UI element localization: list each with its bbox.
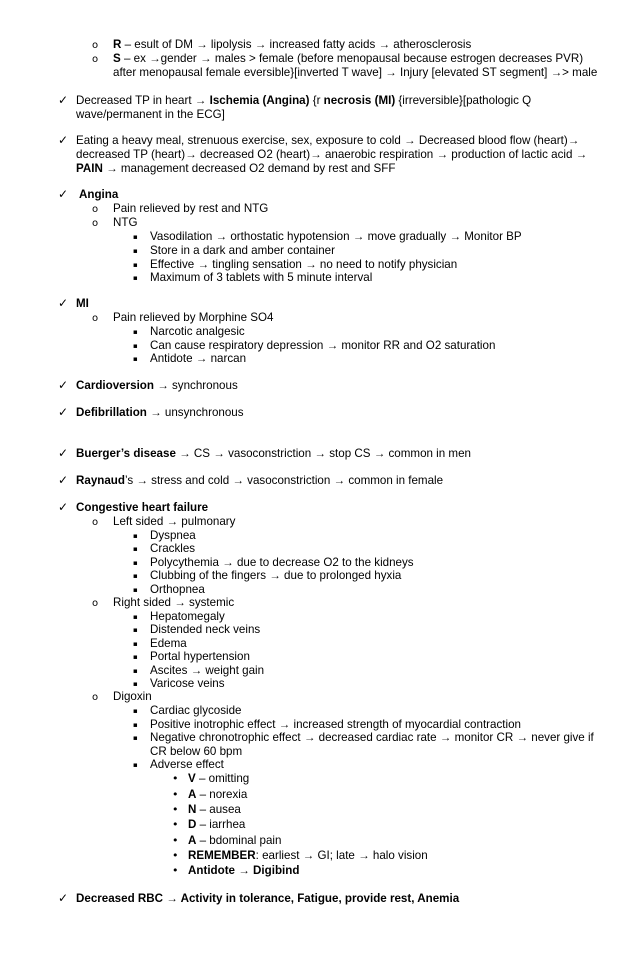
checkmark-icon: ✓: [58, 93, 69, 107]
checkmark-icon: ✓: [58, 405, 69, 419]
square-bullet-icon: ▪: [133, 586, 138, 594]
square-bullet-icon: ▪: [133, 545, 138, 553]
list-item: Defibrillation → unsynchronous: [76, 406, 244, 419]
square-bullet-icon: ▪: [133, 572, 138, 580]
checkmark-icon: ✓: [58, 296, 69, 310]
list-item: Pain relieved by Morphine SO4: [113, 311, 274, 324]
list-item: Cardioversion → synchronous: [76, 379, 238, 392]
list-item: A – norexia: [188, 788, 248, 801]
list-item: Varicose veins: [150, 677, 225, 690]
list-item: Right sided → systemic: [113, 596, 235, 609]
list-item: Store in a dark and amber container: [150, 244, 335, 257]
checkmark-icon: ✓: [58, 473, 69, 487]
list-item: Pain relieved by rest and NTG: [113, 202, 269, 215]
list-item: Can cause respiratory depression → monitor RR and O2 saturation: [150, 339, 496, 352]
square-bullet-icon: ▪: [133, 653, 138, 661]
circle-bullet-icon: o: [92, 517, 99, 528]
list-item-continued: decreased TP (heart)→ decreased O2 (heart)→ anaerobic respiration → production of lactic acid →: [76, 148, 588, 161]
list-item: Decreased RBC → Activity in tolerance, Fatigue, provide rest, Anemia: [76, 892, 460, 905]
list-item-continued: after menopausal female eversible}[inverted T wave] → Injury [elevated ST segment] →> male: [113, 66, 598, 79]
section-heading: MI: [76, 297, 89, 310]
list-item-continued: PAIN → management decreased O2 demand by rest and SFF: [76, 162, 396, 175]
bullet-icon: •: [172, 818, 179, 831]
square-bullet-icon: ▪: [133, 680, 138, 688]
bullet-icon: •: [172, 803, 179, 816]
bullet-icon: •: [172, 849, 179, 862]
list-item: Edema: [150, 637, 187, 650]
square-bullet-icon: ▪: [133, 626, 138, 634]
list-item: Clubbing of the fingers → due to prolonged hyxia: [150, 569, 402, 582]
circle-bullet-icon: o: [92, 204, 99, 215]
list-item: NTG: [113, 216, 138, 229]
list-item: REMEMBER: earliest → GI; late → halo vision: [188, 849, 428, 862]
square-bullet-icon: ▪: [133, 761, 138, 769]
square-bullet-icon: ▪: [133, 233, 138, 241]
checkmark-icon: ✓: [58, 187, 69, 201]
list-item: Ascites → weight gain: [150, 664, 265, 677]
square-bullet-icon: ▪: [133, 667, 138, 675]
list-item: D – iarrhea: [188, 818, 246, 831]
checkmark-icon: ✓: [58, 378, 69, 392]
list-item: Cardiac glycoside: [150, 704, 242, 717]
bullet-icon: •: [172, 788, 179, 801]
square-bullet-icon: ▪: [133, 355, 138, 363]
checkmark-icon: ✓: [58, 500, 69, 514]
square-bullet-icon: ▪: [133, 247, 138, 255]
list-item: Hepatomegaly: [150, 610, 225, 623]
circle-bullet-icon: o: [92, 218, 99, 229]
list-item: A – bdominal pain: [188, 834, 282, 847]
square-bullet-icon: ▪: [133, 532, 138, 540]
square-bullet-icon: ▪: [133, 559, 138, 567]
list-item: Raynaud’s → stress and cold → vasoconstriction → common in female: [76, 474, 444, 487]
bullet-icon: •: [172, 772, 179, 785]
square-bullet-icon: ▪: [133, 261, 138, 269]
checkmark-icon: ✓: [58, 446, 69, 460]
checkmark-icon: ✓: [58, 891, 69, 905]
list-item: Dyspnea: [150, 529, 196, 542]
list-item: Effective → tingling sensation → no need to notify physician: [150, 258, 458, 271]
square-bullet-icon: ▪: [133, 707, 138, 715]
circle-bullet-icon: o: [92, 598, 99, 609]
square-bullet-icon: ▪: [133, 734, 138, 742]
list-item: Eating a heavy meal, strenuous exercise, sex, exposure to cold → Decreased blood flow (heart)→: [76, 134, 580, 147]
list-item: Portal hypertension: [150, 650, 250, 663]
list-item: Crackles: [150, 542, 196, 555]
section-heading: Congestive heart failure: [76, 501, 209, 514]
list-item: Distended neck veins: [150, 623, 261, 636]
bullet-icon: •: [172, 834, 179, 847]
circle-bullet-icon: o: [92, 40, 99, 51]
square-bullet-icon: ▪: [133, 721, 138, 729]
list-item: Polycythemia → due to decrease O2 to the kidneys: [150, 556, 414, 569]
list-item: Antidote → narcan: [150, 352, 247, 365]
circle-bullet-icon: o: [92, 692, 99, 703]
checkmark-icon: ✓: [58, 133, 69, 147]
list-item: V – omitting: [188, 772, 250, 785]
circle-bullet-icon: o: [92, 313, 99, 324]
square-bullet-icon: ▪: [133, 342, 138, 350]
list-item: Positive inotrophic effect → increased strength of myocardial contraction: [150, 718, 521, 731]
square-bullet-icon: ▪: [133, 328, 138, 336]
list-item: Decreased TP in heart → Ischemia (Angina) {r necrosis (MI) {irreversible}[pathologic Q: [76, 94, 532, 107]
list-item: S – ex →gender → males > female (before menopausal because estrogen decreases PVR): [113, 52, 584, 65]
section-heading: Angina: [79, 188, 119, 201]
list-item: R – esult of DM → lipolysis → increased fatty acids → atherosclerosis: [113, 38, 472, 51]
square-bullet-icon: ▪: [133, 640, 138, 648]
list-item: Maximum of 3 tablets with 5 minute interval: [150, 271, 373, 284]
list-item: Orthopnea: [150, 583, 205, 596]
list-item: Vasodilation → orthostatic hypotension → move gradually → Monitor BP: [150, 230, 522, 243]
list-item: N – ausea: [188, 803, 241, 816]
list-item: Buerger’s disease → CS → vasoconstriction → stop CS → common in men: [76, 447, 471, 460]
list-item: Antidote → Digibind: [188, 864, 300, 877]
square-bullet-icon: ▪: [133, 274, 138, 282]
circle-bullet-icon: o: [92, 54, 99, 65]
list-item-continued: wave/permanent in the ECG]: [76, 108, 225, 121]
list-item-continued: CR below 60 bpm: [150, 745, 243, 758]
list-item: Negative chronotrophic effect → decreased cardiac rate → monitor CR → never give if: [150, 731, 594, 744]
bullet-icon: •: [172, 864, 179, 877]
square-bullet-icon: ▪: [133, 613, 138, 621]
list-item: Left sided → pulmonary: [113, 515, 236, 528]
list-item: Digoxin: [113, 690, 152, 703]
list-item: Narcotic analgesic: [150, 325, 245, 338]
list-item: Adverse effect: [150, 758, 224, 771]
